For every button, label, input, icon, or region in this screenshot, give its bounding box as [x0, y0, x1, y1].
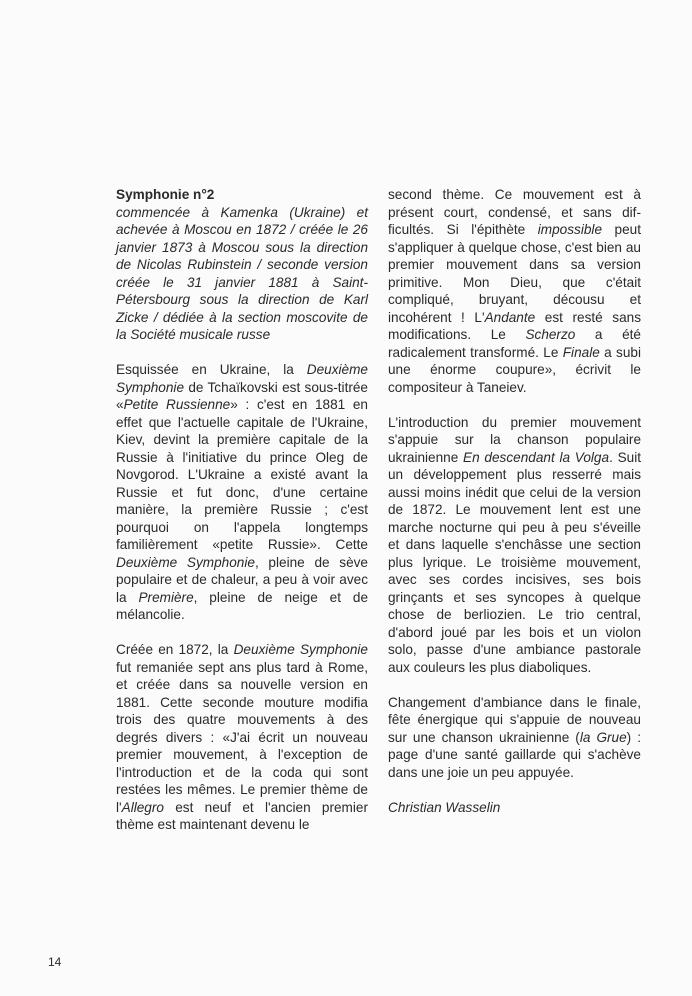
- text-run: Changement d'ambiance dans le finale, fête énergique qui s'appuie de nouveau sur une chanson ukrainienne (: [388, 694, 641, 745]
- italic-run: Scherzo: [525, 327, 576, 342]
- italic-run: Allegro: [121, 799, 164, 815]
- symphony-title: Symphonie n°2: [116, 187, 215, 202]
- text-run: second thème. Ce mouvement est à présent court, condensé, et sans difficultés. Si l'épithète: [388, 187, 641, 237]
- text-run: Créée en 1872, la: [116, 642, 234, 657]
- text-run: de Tchaïkovski est sous-titrée «: [116, 379, 368, 412]
- text-run: . Suit un développement plus resserré mais aussi moins inédit que celui de la version de 1872. Le mouvement lent est une marche nocturne qui peu à peu s'éveille et dans laquelle s'enchâsse une section plus lyrique. Le troisième mouvement, avec ses cordes incisives, ses bois grinçants et ses syncopes à quelque chose de berliozien. Le trio central, d'abord joué par les bois et un violon solo, passe d'une ambiance pastorale aux couleurs les plus diaboliques.: [388, 449, 642, 675]
- paragraph: [388, 414, 641, 677]
- italic-run: Finale: [562, 344, 600, 360]
- text-run: peut s'appliquer à quelque chose, c'est bien au premier mouvement dans sa version primitive. Mon Dieu, que c'était compliqué, bruyant, décousu et incohérent ! L': [388, 222, 641, 325]
- symphony-subtitle: commencée à Kamenka (Ukraine) et achevée à Moscou en 1872 / créée le 26 janvier 1873 à Moscou sous la direction de Nicolas Rubinstein / seconde version créée le 31 janvier 1881 à Saint-Pétersbourg sous la direction de Karl Zicke / dédiée à la section moscovite de la Société musicale russe: [116, 204, 368, 342]
- text-run: L'introduction du premier mouvement s'appuie sur la chanson populaire ukrainienne: [388, 414, 641, 465]
- italic-run: En descendant la Volga: [463, 449, 610, 465]
- paragraph: [388, 186, 641, 396]
- text-run: a été radicalement transformé. Le: [388, 327, 641, 360]
- paragraph: [388, 694, 641, 782]
- page-number: 14: [48, 955, 62, 969]
- italic-run: Petite Russienne: [123, 397, 231, 412]
- text-run: ) : page d'une santé gaillarde qui s'achève dans une joie un peu appuyée.: [388, 729, 641, 780]
- italic-run: Première: [138, 589, 194, 605]
- italic-run: Deuxième Symphonie: [233, 642, 368, 657]
- text-run: fut remaniée sept ans plus tard à Rome, et créée dans sa nouvelle version en 1881. Cette seconde mouture modifia trois des quatre mouvements à des degrés divers : «J'ai écrit un nouveau premier mouvement, à l'exception de l'introduction et de la coda qui sont restées les mêmes. Le premier thème de l': [116, 659, 368, 815]
- text-run: , pleine de neige et de mélancolie.: [116, 589, 369, 622]
- text-run: est resté sans modifications. Le: [388, 309, 641, 342]
- right-column: [388, 186, 641, 834]
- author-signature: Christian Wasselin: [388, 799, 501, 815]
- italic-run: Deuxième Symphonie: [116, 362, 368, 395]
- text-run: , pleine de sève populaire et de chaleur, a peu à voir avec la: [116, 554, 368, 605]
- paragraph: [116, 641, 368, 834]
- text-run: est neuf et l'ancien premier thème est maintenant devenu le: [116, 799, 368, 832]
- text-run: Esquissée en Ukraine, la: [116, 362, 307, 377]
- paragraph: [116, 361, 368, 624]
- italic-run: Andante: [484, 309, 536, 325]
- italic-run: Deuxième Symphonie: [116, 554, 255, 570]
- italic-run: impossible: [537, 222, 602, 237]
- text-run: a subi une énorme coupure», écrivit le compositeur à Taneiev.: [388, 344, 641, 395]
- left-column: [116, 186, 368, 851]
- italic-run: la Grue: [579, 729, 627, 745]
- text-run: » : c'est en 1881 en effet que l'actuelle capitale de l'Ukraine, Kiev, devint la première capitale de la Russie à l'initiative du prince Oleg de Novgorod. L'Ukraine a existé avant la Russie et fut donc, d'une certaine manière, la première Russie ; c'est pourquoi on l'appela longtemps familièrement «petite Russie». Cette: [116, 397, 368, 552]
